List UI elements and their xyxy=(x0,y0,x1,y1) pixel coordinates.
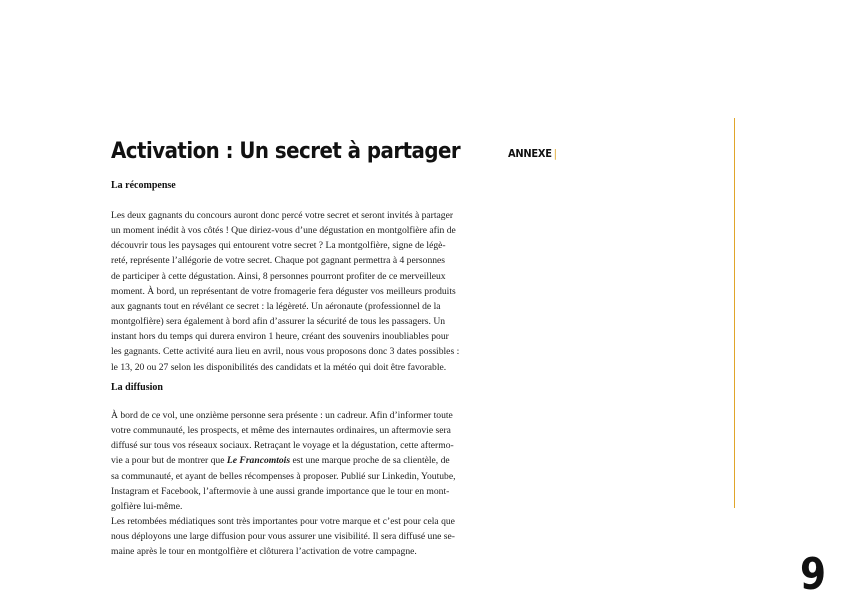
page-title: Activation : Un secret à partager xyxy=(111,138,461,164)
text-line: un moment inédit à vos côtés ! Que diriez-vous d’une dégustation en montgolfière afin de xyxy=(111,225,456,237)
text-line: instant hors du temps qui durera environ 1 heure, créant des souvenirs inoubliables pour xyxy=(111,331,449,343)
paragraph-recompense xyxy=(111,208,561,375)
text-line: le 13, 20 ou 27 selon les disponibilités des candidats et la météo qui doit être favorable. xyxy=(111,361,447,373)
section-heading-recompense: La récompense xyxy=(111,180,176,191)
annexe-separator: | xyxy=(553,147,557,160)
text-fragment: est une marque proche de sa clientèle, de xyxy=(292,455,450,467)
text-line: À bord de ce vol, une onzième personne sera présente : un cadreur. Afin d’informer toute xyxy=(111,410,453,421)
section-heading-diffusion: La diffusion xyxy=(111,382,163,393)
text-line: montgolfière) sera également à bord afin d’assurer la sécurité de tous les passagers. Un xyxy=(111,316,446,328)
text-line: Les retombées médiatiques sont très importantes pour votre marque et c’est pour cela que xyxy=(111,516,455,528)
accent-divider xyxy=(734,118,735,508)
text-fragment: vie a pour but de montrer que xyxy=(111,455,225,467)
text-line: moment. À bord, un représentant de votre fromagerie fera déguster vos meilleurs produits xyxy=(111,285,456,297)
brand-name: Le Francomtois xyxy=(226,455,291,467)
text-line: découvrir tous les paysages qui entourent votre secret ? La montgolfière, signe de légè- xyxy=(111,240,446,252)
annexe-label xyxy=(508,147,557,160)
text-line: sa communauté, et ayant de belles récompenses à proposer. Publié sur Linkedin, Youtube, xyxy=(111,470,456,482)
page-number: 9 xyxy=(800,549,827,595)
text-line: diffusé sur tous vos réseaux sociaux. Retraçant le voyage et la dégustation, cette aftermo- xyxy=(111,440,454,452)
text-line: nous déployons une large diffusion pour vous assurer une visibilité. Il sera diffusé une se- xyxy=(111,531,455,543)
text-line: votre communauté, les prospects, et même des internautes ordinaires, un aftermovie sera xyxy=(111,425,451,437)
text-line: aux gagnants tout en révélant ce secret : la légèreté. Un aéronaute (professionnel de la xyxy=(111,300,441,312)
text-line xyxy=(111,453,561,468)
text-line: les gagnants. Cette activité aura lieu en avril, nous vous proposons donc 3 dates possibles : xyxy=(111,346,460,358)
text-line: Instagram et Facebook, l’aftermovie à une aussi grande importance que le tour en mont- xyxy=(111,485,450,497)
paragraph-diffusion xyxy=(111,408,561,560)
text-line: Les deux gagnants du concours auront donc percé votre secret et seront invités à partager xyxy=(111,210,454,221)
annexe-text: ANNEXE xyxy=(508,147,552,160)
text-line: maine après le tour en montgolfière et clôturera l’activation de votre campagne. xyxy=(111,546,417,558)
text-line: reté, représente l’allégorie de votre secret. Chaque pot gagnant permettra à 4 personnes xyxy=(111,255,446,267)
text-line: de participer à cette dégustation. Ainsi, 8 personnes pourront profiter de ce merveilleux xyxy=(111,270,446,282)
text-line: golfière lui-même. xyxy=(111,500,183,512)
